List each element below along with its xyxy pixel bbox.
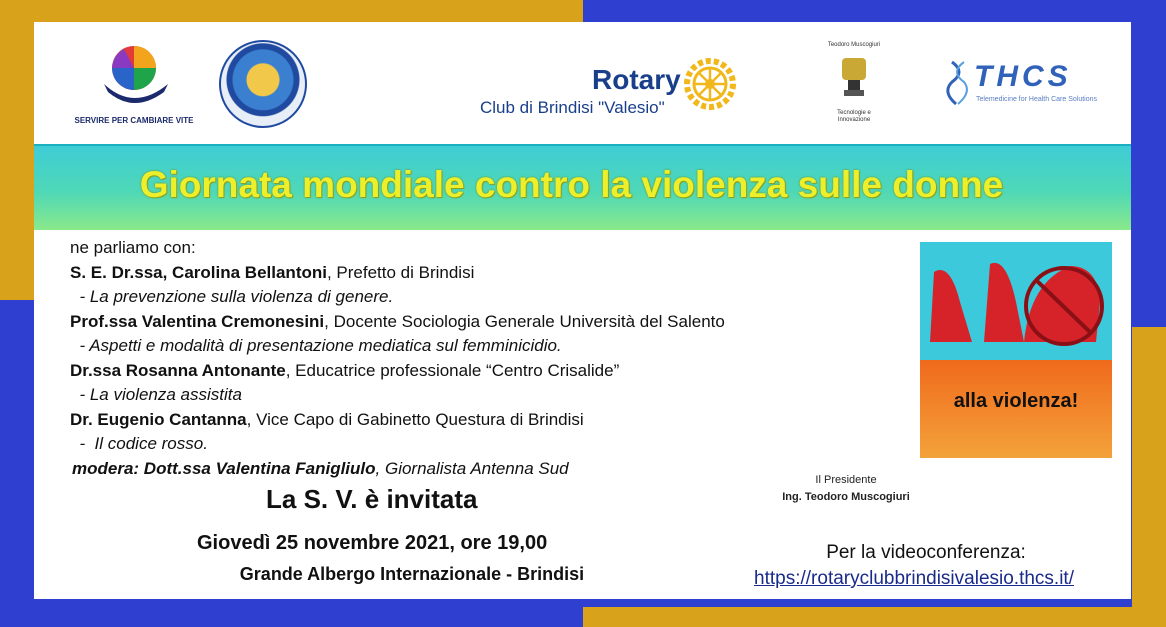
invitation-card bbox=[34, 22, 1131, 599]
muscogiuri-logo bbox=[824, 42, 884, 132]
speaker-role: , Vice Capo di Gabinetto Questura di Brindisi bbox=[246, 409, 584, 429]
president-name: Ing. Teodoro Muscogiuri bbox=[782, 491, 910, 503]
event-venue: Grande Albergo Internazionale - Brindisi bbox=[239, 564, 585, 584]
poster-label: alla violenza! bbox=[953, 390, 1079, 412]
rotary-club-logo bbox=[480, 52, 740, 122]
title-banner bbox=[34, 144, 1131, 230]
moderator-role: , Giornalista Antenna Sud bbox=[375, 458, 569, 478]
dna-icon bbox=[946, 60, 970, 106]
invitation-heading: La S. V. è invitata bbox=[266, 484, 478, 514]
frame-gold-top bbox=[0, 0, 583, 22]
speaker-topic: - Aspetti e modalità di presentazione mediatica sul femminicidio. bbox=[70, 336, 562, 355]
thcs-tagline: Telemedicine for Health Care Solutions bbox=[976, 96, 1098, 103]
thcs-name: THCS bbox=[974, 60, 1072, 93]
hands-globe-icon bbox=[64, 40, 204, 116]
speakers-list bbox=[70, 236, 890, 481]
speaker-role: , Prefetto di Brindisi bbox=[326, 262, 475, 282]
speaker-role: , Docente Sociologia Generale Università del Salento bbox=[324, 311, 725, 331]
frame-gold-right bbox=[1132, 327, 1166, 627]
videoconference-label: Per la videoconferenza: bbox=[826, 542, 1026, 563]
speaker-name: S. E. Dr.ssa, Carolina Bellantoni bbox=[70, 262, 327, 282]
rotary-district-seal-icon bbox=[219, 40, 307, 128]
speaker-line bbox=[70, 261, 890, 286]
speaker-line bbox=[70, 310, 890, 335]
speaker-name: Prof.ssa Valentina Cremonesini bbox=[70, 311, 325, 331]
rotary-club-name: Club di Brindisi "Valesio" bbox=[480, 98, 665, 117]
muscogiuri-tagline: Tecnologie e Innovazione bbox=[837, 110, 871, 123]
speaker-role: , Educatrice professionale “Centro Crisalide” bbox=[285, 360, 620, 380]
logo-bar bbox=[34, 22, 1131, 144]
speaker-line bbox=[70, 359, 890, 384]
trophy-icon bbox=[838, 54, 870, 104]
thcs-logo bbox=[946, 60, 1106, 110]
speakers-intro: ne parliamo con: bbox=[70, 238, 196, 257]
muscogiuri-name: Teodoro Muscogiuri bbox=[827, 42, 881, 48]
speaker-topic: - La prevenzione sulla violenza di genere. bbox=[70, 287, 394, 306]
speaker-name: Dr. Eugenio Cantanna bbox=[70, 409, 247, 429]
speaker-name: Dr.ssa Rosanna Antonante bbox=[70, 360, 286, 380]
speaker-line bbox=[70, 408, 890, 433]
servire-logo bbox=[64, 40, 204, 130]
president-title: Il Presidente bbox=[815, 474, 877, 486]
speaker-topic: - La violenza assistita bbox=[70, 385, 242, 404]
poster-image-area bbox=[920, 242, 1112, 360]
moderator-name: modera: Dott.ssa Valentina Fanigliulo bbox=[72, 458, 376, 478]
frame-gold-bottom bbox=[583, 607, 1166, 627]
event-date: Giovedì 25 novembre 2021, ore 19,00 bbox=[197, 532, 548, 554]
no-violence-poster bbox=[920, 242, 1112, 458]
videoconference-link[interactable]: https://rotaryclubbrindisivalesio.thcs.it/ bbox=[754, 568, 1074, 589]
red-shoe-icon bbox=[920, 242, 1112, 360]
servire-caption: SERVIRE PER CAMBIARE VITE bbox=[74, 116, 194, 125]
speaker-topic: - Il codice rosso. bbox=[70, 434, 208, 453]
page-title: Giornata mondiale contro la violenza sulle donne bbox=[139, 164, 1004, 205]
rotary-wheel-icon bbox=[684, 58, 736, 110]
frame-gold-left bbox=[0, 0, 34, 300]
rotary-title: Rotary bbox=[592, 64, 681, 95]
